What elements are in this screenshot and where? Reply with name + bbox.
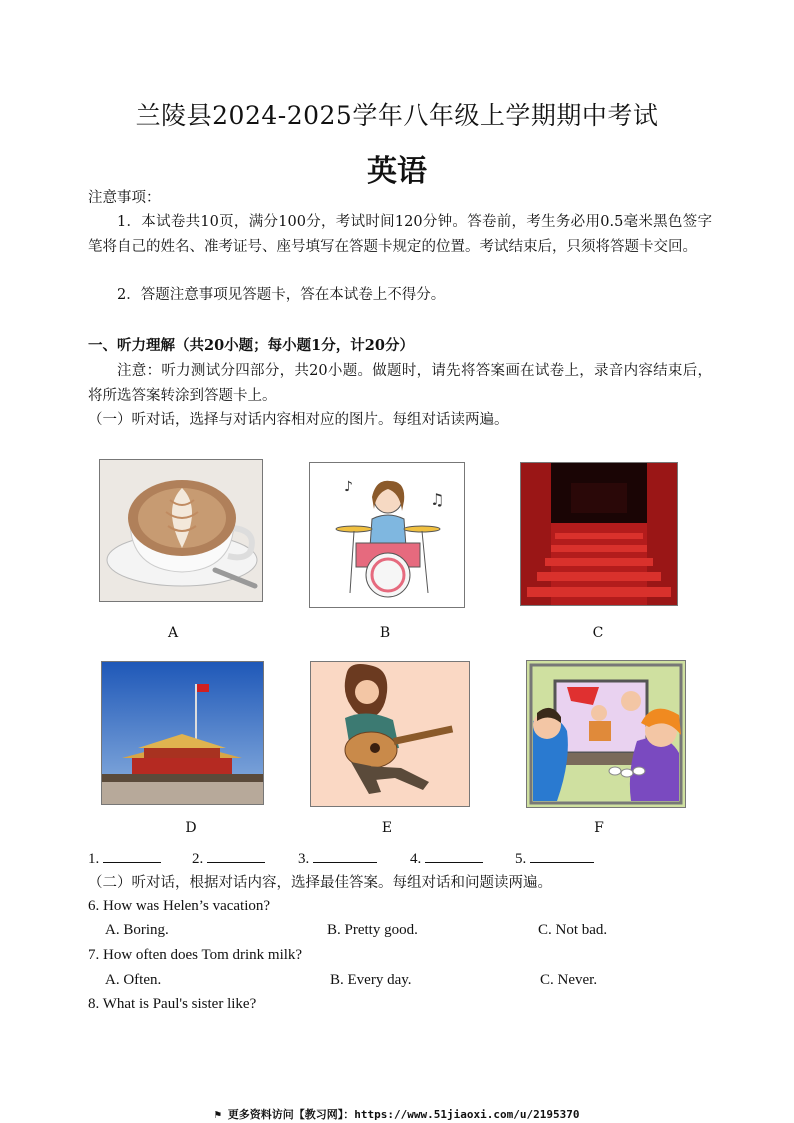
picture-d bbox=[101, 661, 264, 805]
q6-option-c[interactable]: C. Not bad. bbox=[538, 922, 608, 938]
svg-text:♫: ♫ bbox=[430, 490, 445, 509]
notice-item-1: 1．本试卷共10页，满分100分，考试时间120分钟。答卷前，考生务必用0.5毫米黑色签字笔将自己的姓名、准考证号、座号填写在答题卡规定的位置。考试结束后，只须将答题卡交回。 bbox=[88, 214, 712, 255]
blank-4[interactable]: 4. bbox=[410, 848, 483, 868]
picture-d-label: D bbox=[185, 820, 197, 836]
tiananmen-icon bbox=[102, 662, 263, 804]
guitar-player-icon bbox=[311, 662, 469, 806]
theater-icon bbox=[521, 463, 677, 605]
coffee-icon bbox=[100, 460, 262, 601]
blank-3[interactable]: 3. bbox=[298, 848, 377, 868]
blank-2[interactable]: 2. bbox=[192, 848, 265, 868]
part2-instruction: （二）听对话，根据对话内容，选择最佳答案。每组对话和问题读两遍。 bbox=[88, 875, 552, 891]
q7-option-b[interactable]: B. Every day. bbox=[330, 972, 412, 988]
blank-5[interactable]: 5. bbox=[515, 848, 594, 868]
q6-option-b[interactable]: B. Pretty good. bbox=[327, 922, 418, 938]
picture-f bbox=[526, 660, 686, 808]
picture-a bbox=[99, 459, 263, 602]
q7-option-a[interactable]: A. Often. bbox=[105, 972, 162, 988]
question-6: 6. How was Helen’s vacation? bbox=[88, 898, 271, 914]
q7-option-c[interactable]: C. Never. bbox=[540, 972, 598, 988]
picture-a-label: A bbox=[167, 625, 179, 641]
picture-e-label: E bbox=[381, 820, 393, 836]
notice-item-2: 2．答题注意事项见答题卡，答在本试卷上不得分。 bbox=[117, 287, 446, 303]
blank-1[interactable]: 1. bbox=[88, 848, 161, 868]
subject-title: 英语 bbox=[367, 154, 427, 189]
tv-watching-icon bbox=[527, 661, 685, 807]
question-7: 7. How often does Tom drink milk? bbox=[88, 947, 303, 963]
q6-option-a[interactable]: A. Boring. bbox=[105, 922, 169, 938]
notice-heading: 注意事项： bbox=[88, 190, 161, 206]
picture-e bbox=[310, 661, 470, 807]
picture-c-label: C bbox=[592, 625, 604, 641]
svg-text:♪: ♪ bbox=[344, 479, 353, 495]
question-8: 8. What is Paul's sister like? bbox=[88, 996, 257, 1012]
drummer-icon bbox=[310, 463, 464, 607]
flag-icon: ⚑ bbox=[214, 1108, 228, 1121]
section-heading: 一、听力理解（共20小题；每小题1分，计20分） bbox=[88, 337, 414, 354]
exam-title: 兰陵县2024-2025学年八年级上学期期中考试 bbox=[135, 101, 659, 130]
picture-b-label: B bbox=[379, 625, 391, 641]
picture-c bbox=[520, 462, 678, 606]
listening-note: 注意：听力测试分四部分，共20小题。做题时，请先将答案画在试卷上，录音内容结束后，将所选答案转涂到答题卡上。 bbox=[88, 363, 712, 404]
picture-f-label: F bbox=[594, 820, 604, 836]
footer-link[interactable]: ⚑ 更多资料访问【教习网】：https://www.51jiaoxi.com/u/2195370 bbox=[214, 1108, 580, 1121]
part1-instruction: （一）听对话，选择与对话内容相对应的图片。每组对话读两遍。 bbox=[88, 412, 509, 428]
picture-b bbox=[309, 462, 465, 608]
